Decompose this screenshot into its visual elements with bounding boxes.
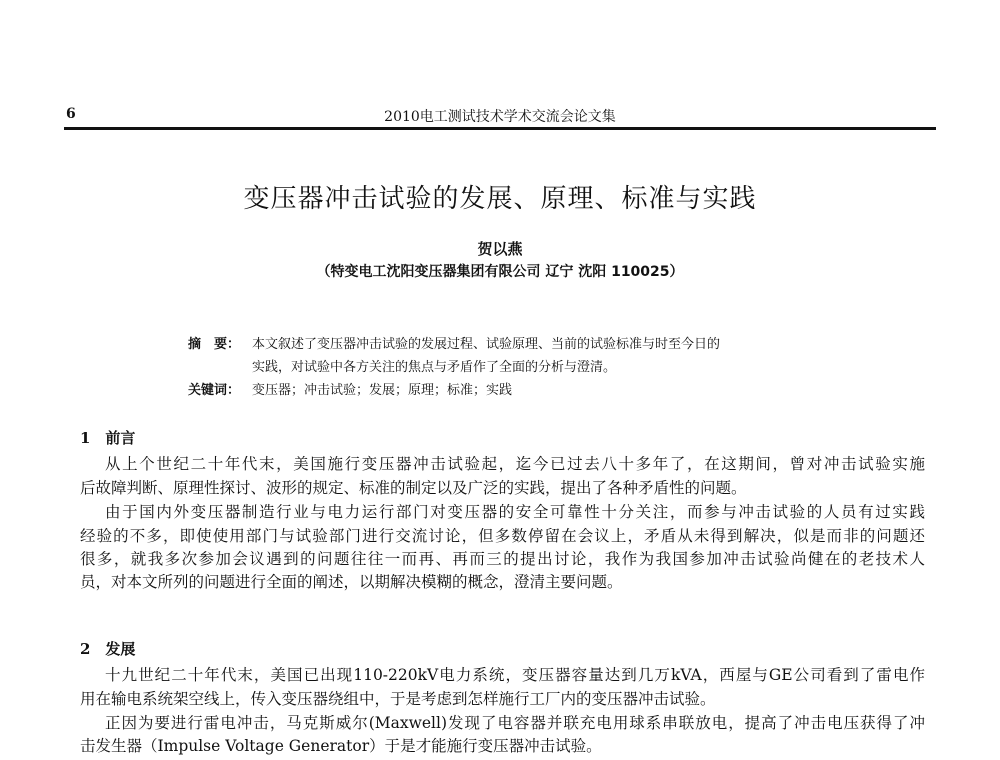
section-heading: 2 发展 — [80, 640, 136, 658]
running-head: 2010电工测试技术学术交流会论文集 — [384, 109, 616, 125]
abstract-label: 摘 要： — [188, 337, 241, 352]
keywords-label: 关键词： — [188, 383, 241, 398]
body-line: 后故障判断、原理性探讨、波形的规定、标准的制定以及广泛的实践，提出了各种矛盾性的问题。 — [80, 479, 747, 497]
body-line: 员，对本文所列的问题进行全面的阐述，以期解决模糊的概念，澄清主要问题。 — [80, 573, 623, 591]
body-line: 用在输电系统架空线上，传入变压器绕组中，于是考虑到怎样施行工厂内的变压器冲击试验。 — [80, 690, 716, 708]
header-rule — [64, 127, 936, 130]
section-heading: 1 前言 — [80, 429, 136, 447]
page-number: 6 — [66, 106, 76, 122]
author: 贺以燕 — [477, 240, 523, 258]
body-line: 经验的不多，即使使用部门与试验部门进行交流讨论，但多数停留在会议上，矛盾从未得到解决，似是而非的问题还 — [80, 527, 925, 545]
abstract-line: 实践，对试验中各方关注的焦点与矛盾作了全面的分析与澄清。 — [252, 360, 617, 375]
body-line: 从上个世纪二十年代末，美国施行变压器冲击试验起，迄今已过去八十多年了，在这期间，曾对冲击试验实施 — [105, 455, 925, 473]
body-line: 十九世纪二十年代末，美国已出现110-220kV电力系统，变压器容量达到几万kVA，西屋与GE公司看到了雷电作 — [105, 666, 925, 684]
body-line: 很多，就我多次参加会议遇到的问题往往一而再、再而三的提出讨论，我作为我国参加冲击试验尚健在的老技术人 — [80, 550, 925, 568]
abstract-line: 本文叙述了变压器冲击试验的发展过程、试验原理、当前的试验标准与时至今日的 — [252, 337, 721, 352]
body-line: 击发生器（Impulse Voltage Generator）于是才能施行变压器冲击试验。 — [80, 737, 602, 755]
body-line: 正因为要进行雷电冲击，马克斯威尔(Maxwell)发现了电容器并联充电用球系串联放电，提高了冲击电压获得了冲 — [105, 714, 925, 732]
body-line: 由于国内外变压器制造行业与电力运行部门对变压器的安全可靠性十分关注，而参与冲击试验的人员有过实践 — [105, 503, 925, 521]
paper-title: 变压器冲击试验的发展、原理、标准与实践 — [243, 184, 757, 214]
affiliation: （特变电工沈阳变压器集团有限公司 辽宁 沈阳 110025） — [316, 264, 684, 280]
keywords: 变压器；冲击试验；发展；原理；标准；实践 — [252, 383, 513, 398]
